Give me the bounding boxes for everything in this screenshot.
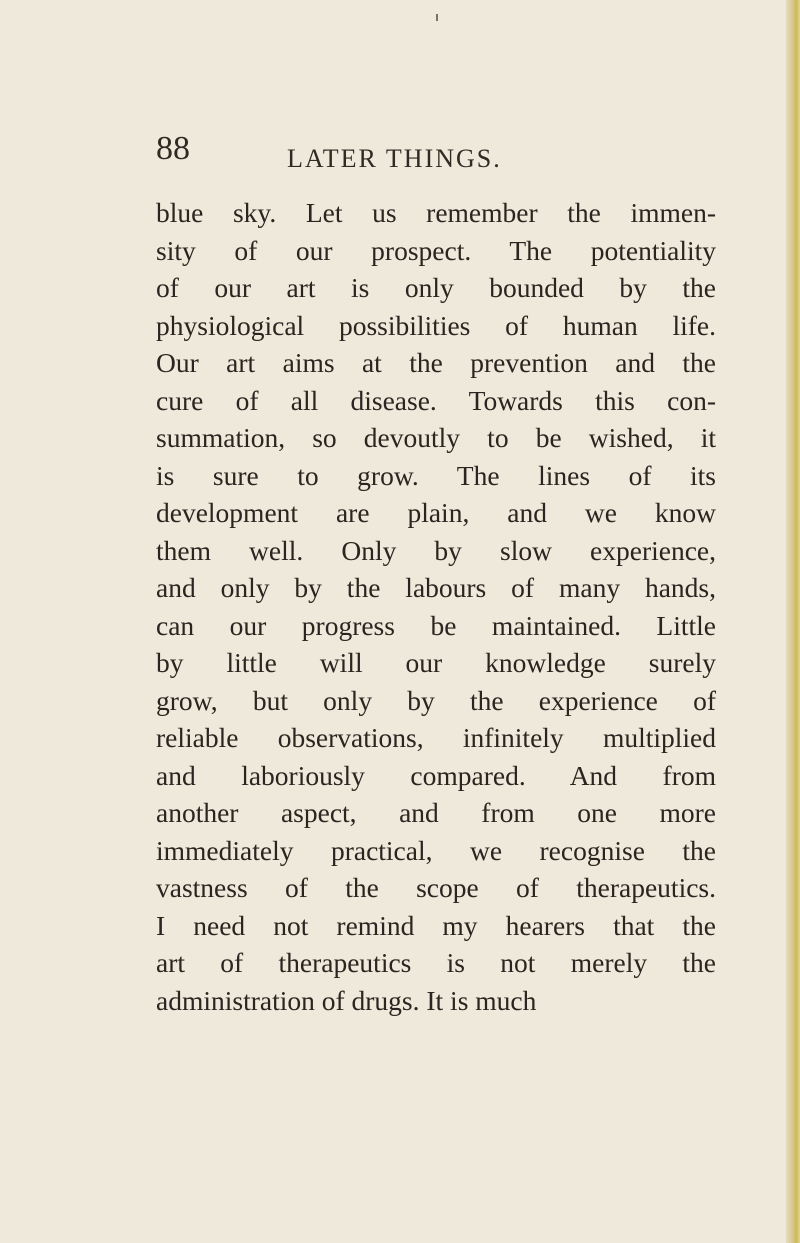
text-line: by little will our knowledge surely (156, 647, 716, 678)
text-line: is sure to grow. The lines of its (156, 459, 716, 491)
text-line: immediately practical, we recognise the (156, 834, 716, 866)
text-line: another aspect, and from one more (156, 797, 716, 828)
text-line: and only by the labours of many hands, (156, 572, 716, 603)
text-line: administration of drugs. It is much (156, 984, 537, 1016)
text-line: reliable observations, infinitely multiplied (156, 722, 716, 753)
text-line: cure of all disease. Towards this con- (156, 384, 716, 416)
page-edge-shadow (786, 0, 800, 1243)
text-line: physiological possibilities of human life. (156, 309, 716, 341)
running-title: LATER THINGS. (287, 144, 502, 173)
text-line: Our art aims at the prevention and the (156, 347, 716, 378)
text-line: can our progress be maintained. Little (156, 609, 716, 641)
text-line: and laboriously compared. And from (156, 759, 716, 791)
text-line: of our art is only bounded by the (156, 272, 716, 303)
printer-mark (436, 14, 438, 21)
text-line: summation, so devoutly to be wished, it (156, 422, 716, 453)
text-line: I need not remind my hearers that the (156, 909, 716, 941)
text-line: vastness of the scope of therapeutics. (156, 872, 716, 903)
text-line: blue sky. Let us remember the immen- (156, 197, 716, 228)
text-line: art of therapeutics is not merely the (156, 947, 716, 978)
text-line: development are plain, and we know (156, 497, 716, 528)
text-line: them well. Only by slow experience, (156, 534, 716, 566)
page-number: 88 (156, 130, 190, 167)
text-line: grow, but only by the experience of (156, 684, 716, 716)
text-line: sity of our prospect. The potentiality (156, 234, 716, 266)
body-text (156, 194, 716, 1019)
